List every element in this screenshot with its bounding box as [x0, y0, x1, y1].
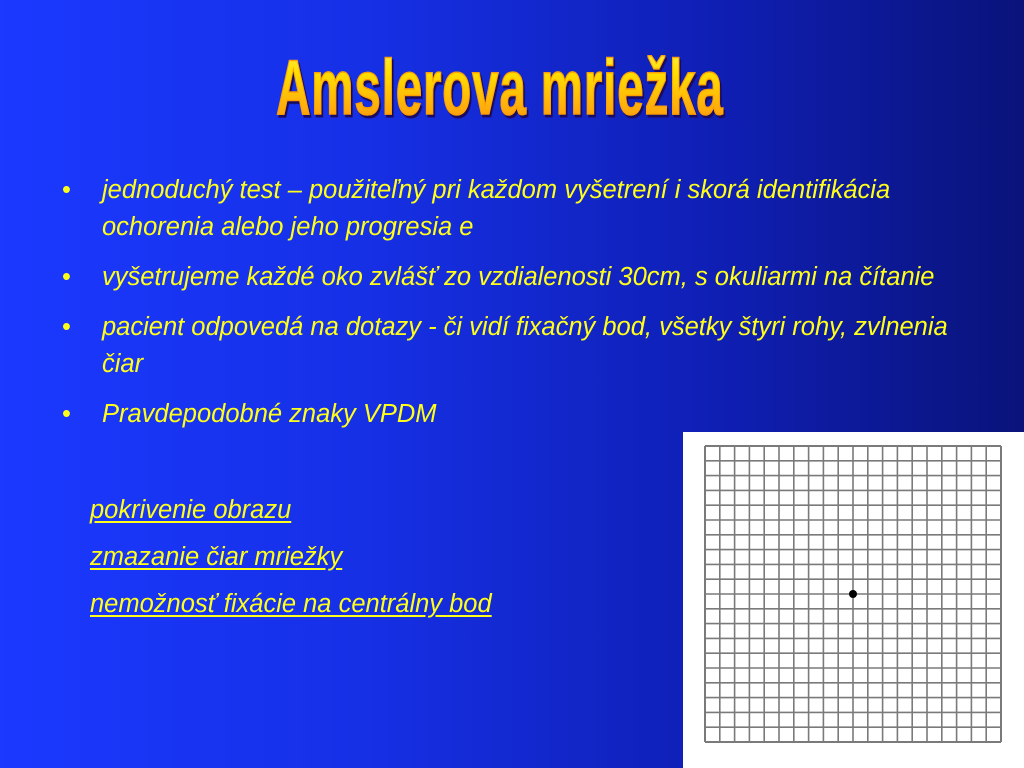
bullet-item	[62, 259, 962, 296]
bullet-text: vyšetrujeme každé oko zvlášť zo vzdialenosti 30cm, s okuliarmi na čítanie	[102, 263, 935, 291]
link-nemoznost-fixacie[interactable]: nemožnosť fixácie na centrálny bod	[90, 590, 492, 618]
bullet-marker: •	[62, 400, 71, 428]
bullet-marker: •	[62, 263, 71, 291]
amsler-grid	[683, 432, 1024, 768]
bullet-text: pacient odpovedá na dotazy - či vidí fixačný bod, všetky štyri rohy, zvlnenia čiar	[102, 313, 948, 378]
bullet-item	[62, 309, 962, 383]
link-pokrivenie-obrazu[interactable]: pokrivenie obrazu	[90, 496, 292, 524]
bullet-marker: •	[62, 176, 71, 204]
bullet-item	[62, 396, 962, 433]
link-zmazanie-ciar[interactable]: zmazanie čiar mriežky	[90, 543, 343, 571]
slide-title-text: Amslerova mriežka	[276, 22, 724, 126]
bullet-text: Pravdepodobné znaky VPDM	[102, 400, 437, 428]
fixation-dot	[849, 590, 857, 598]
bullet-text: jednoduchý test – použiteľný pri každom vyšetrení i skorá identifikácia ochorenia alebo jeho progresia e	[102, 176, 891, 241]
vpdm-signs-list	[90, 492, 492, 633]
amsler-grid-image	[683, 432, 1024, 768]
bullet-item	[62, 172, 962, 246]
bullet-marker: •	[62, 313, 71, 341]
slide-title	[180, 22, 820, 126]
bullet-list	[62, 172, 962, 446]
